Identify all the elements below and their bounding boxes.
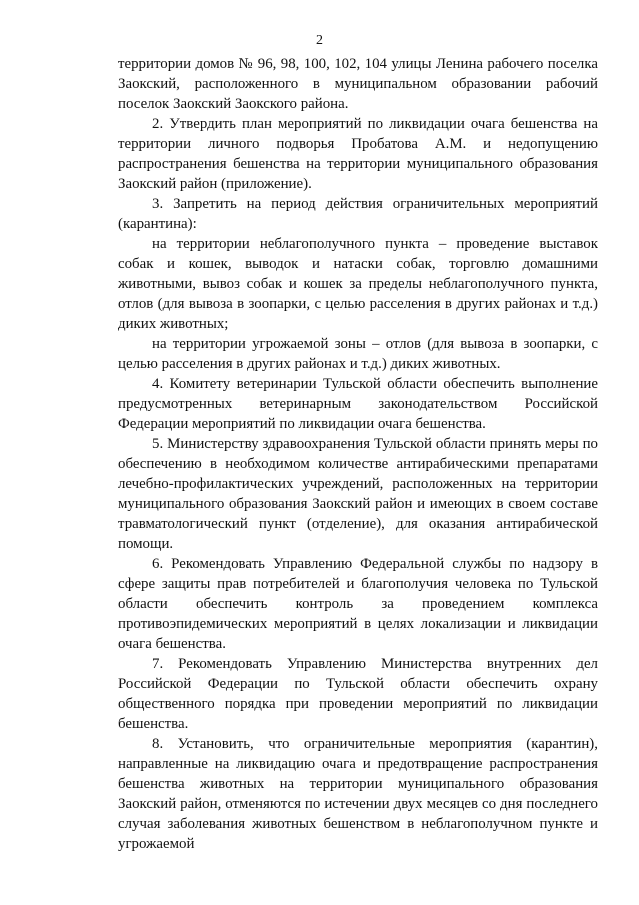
paragraph-item-8: 8. Установить, что ограничительные мероприятия (карантин), направленные на ликвидацию очага и предотвращение распространения бешенства животных на территории муниципального образования Заокский район, отменяются по истечении двух месяцев со дня последнего случая заболевания животных бешенством в неблагополучном пункте и угрожаемой bbox=[118, 736, 598, 852]
paragraph-item-3-subitem-2: на территории угрожаемой зоны – отлов (для вывоза в зоопарки, с целью расселения в других районах и т.д.) диких животных. bbox=[118, 336, 598, 372]
paragraph-item-2: 2. Утвердить план мероприятий по ликвидации очага бешенства на территории личного подворья Пробатова А.М. и недопущению распространения бешенства на территории муниципального образования Заокский район (приложение). bbox=[118, 116, 598, 192]
paragraph-item-3-subitem-1: на территории неблагополучного пункта – проведение выставок собак и кошек, выводок и натаски собак, торговлю домашними животными, вывоз собак и кошек за пределы неблагополучного пункта, отлов (для вывоза в зоопарки, с целью расселения в других районах и т.д.) диких животных; bbox=[118, 236, 598, 332]
page-number: 2 bbox=[316, 33, 323, 48]
paragraph-item-3: 3. Запретить на период действия ограничительных мероприятий (карантина): bbox=[118, 196, 598, 232]
paragraph-item-5: 5. Министерству здравоохранения Тульской области принять меры по обеспечению в необходимом количестве антирабическими препаратами лечебно-профилактических учреждений, расположенных на территории муниципального образования Заокский район и имеющих в своем составе травматологический пункт (отделение), для оказания антирабической помощи. bbox=[118, 436, 598, 552]
document-body bbox=[118, 54, 598, 854]
paragraph-item-7: 7. Рекомендовать Управлению Министерства внутренних дел Российской Федерации по Тульской области обеспечить охрану общественного порядка при проведении мероприятий по ликвидации бешенства. bbox=[118, 656, 598, 732]
paragraph-item-4: 4. Комитету ветеринарии Тульской области обеспечить выполнение предусмотренных ветеринарным законодательством Российской Федерации мероприятий по ликвидации очага бешенства. bbox=[118, 376, 598, 432]
paragraph-continuation: территории домов № 96, 98, 100, 102, 104 улицы Ленина рабочего поселка Заокский, расположенного в муниципальном образовании рабочий поселок Заокский Заокского района. bbox=[118, 56, 598, 112]
paragraph-item-6: 6. Рекомендовать Управлению Федеральной службы по надзору в сфере защиты прав потребителей и благополучия человека по Тульской области обеспечить контроль за проведением комплекса противоэпидемических мероприятий в целях локализации и ликвидации очага бешенства. bbox=[118, 556, 598, 652]
